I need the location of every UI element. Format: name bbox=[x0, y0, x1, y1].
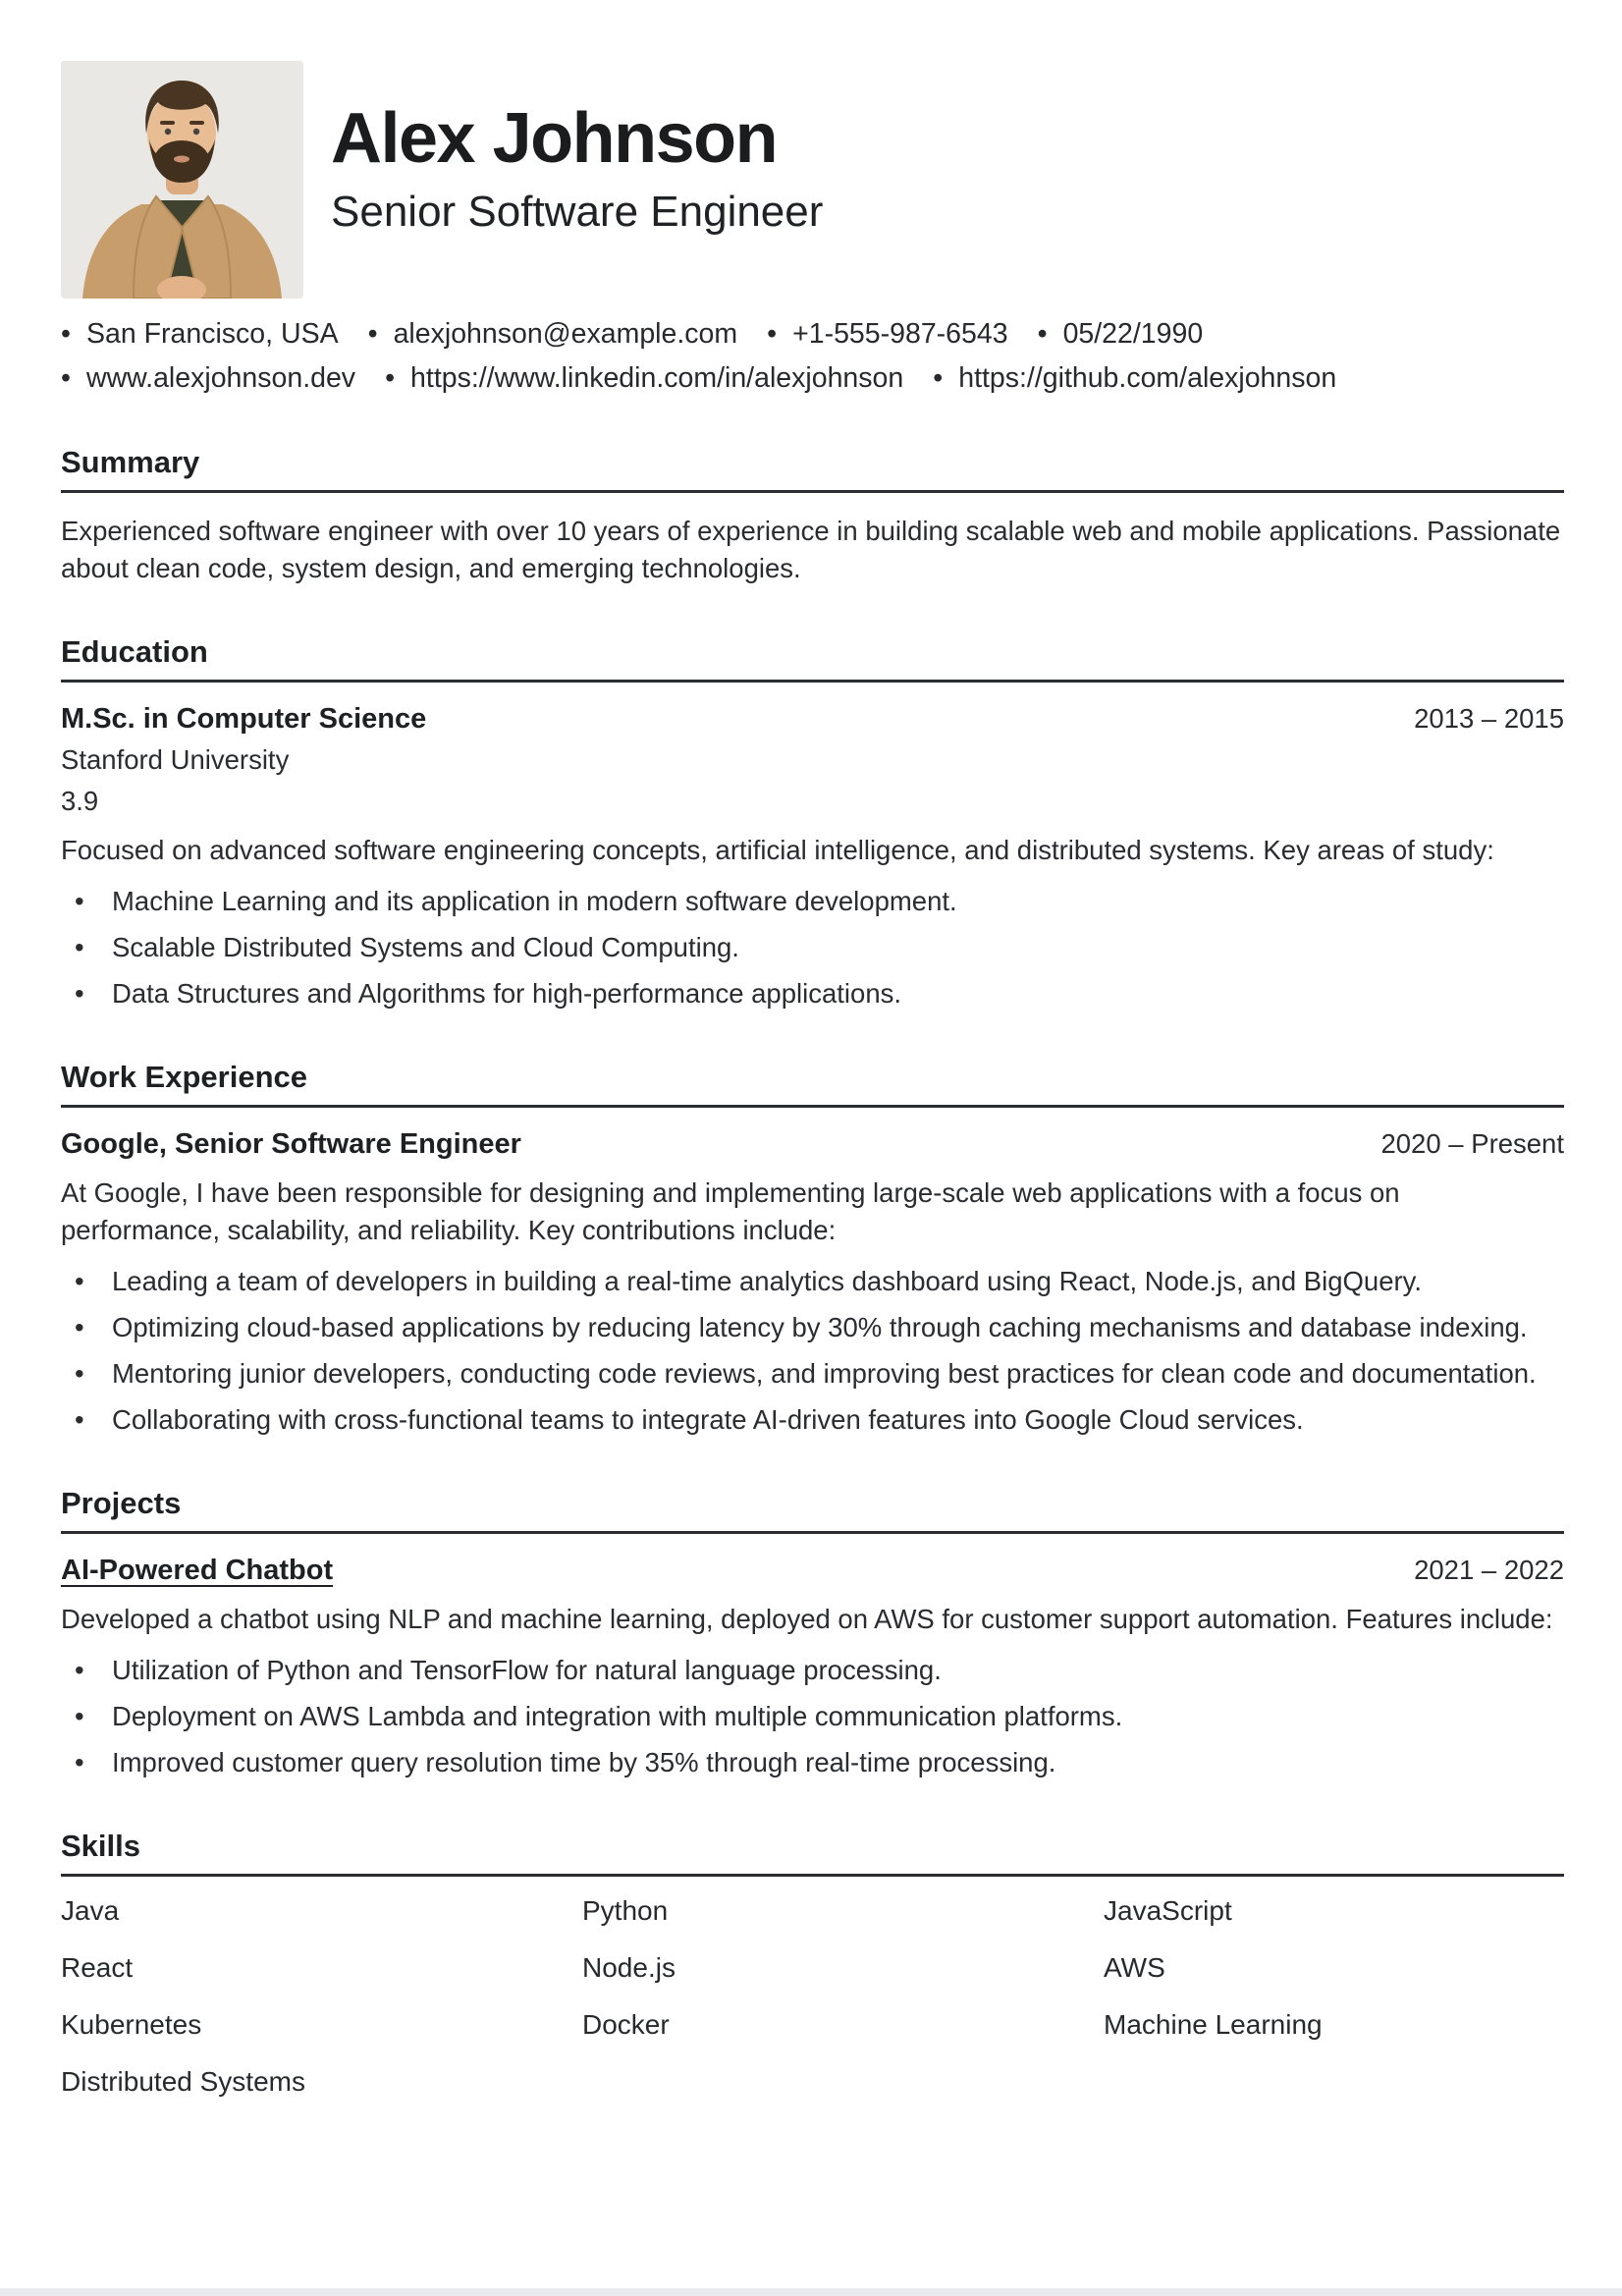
section-summary bbox=[61, 445, 1564, 587]
skills-section-title: Skills bbox=[61, 1829, 1564, 1877]
contact-item: • +1-555-987-6543 bbox=[767, 314, 1007, 354]
experience-description: At Google, I have been responsible for designing and implementing large-scale web applications with a focus on performance, scalability, and reliability. Key contributions include: bbox=[61, 1177, 1400, 1245]
project-bullet: • Improved customer query resolution time by 35% through real-time processing. bbox=[61, 1744, 1564, 1781]
experience-bullet: • Optimizing cloud-based applications by reducing latency by 30% through caching mechanisms and database indexing. bbox=[61, 1309, 1564, 1346]
contact-item: • https://www.linkedin.com/in/alexjohnson bbox=[385, 358, 903, 398]
project-entry-header bbox=[61, 1552, 1564, 1589]
experience-entry-header bbox=[61, 1125, 1564, 1163]
skill-item: Docker bbox=[582, 2009, 670, 2040]
job-title: Senior Software Engineer bbox=[331, 187, 824, 236]
skill-item: React bbox=[61, 1952, 134, 1983]
projects-section-title: Projects bbox=[61, 1486, 1564, 1534]
identity-block bbox=[331, 99, 824, 299]
education-bullet-list bbox=[61, 883, 1564, 1012]
skill-item: Java bbox=[61, 1895, 120, 1926]
project-dates: 2021 – 2022 bbox=[1414, 1555, 1564, 1585]
section-skills bbox=[61, 1829, 1564, 2101]
contact-item: • https://github.com/alexjohnson bbox=[933, 358, 1336, 398]
section-education bbox=[61, 634, 1564, 1012]
project-bullet: • Deployment on AWS Lambda and integration with multiple communication platforms. bbox=[61, 1698, 1564, 1735]
summary-section-title: Summary bbox=[61, 445, 1564, 493]
section-work-experience bbox=[61, 1060, 1564, 1439]
education-entry-header bbox=[61, 700, 1564, 738]
degree-title: M.Sc. in Computer Science bbox=[61, 703, 427, 735]
education-description: Focused on advanced software engineering concepts, artificial intelligence, and distributed systems. Key areas of study: bbox=[61, 835, 1494, 865]
contact-item: • 05/22/1990 bbox=[1038, 314, 1204, 354]
project-bullet: • Utilization of Python and TensorFlow for natural language processing. bbox=[61, 1652, 1564, 1689]
section-projects bbox=[61, 1486, 1564, 1781]
experience-bullet-list bbox=[61, 1263, 1564, 1439]
education-section-title: Education bbox=[61, 634, 1564, 683]
contact-line-1 bbox=[61, 314, 1564, 354]
education-dates: 2013 – 2015 bbox=[1414, 703, 1564, 734]
contact-item: • alexjohnson@example.com bbox=[368, 314, 738, 354]
education-bullet: • Machine Learning and its application in modern software development. bbox=[61, 883, 1564, 920]
skill-item: Node.js bbox=[582, 1952, 676, 1983]
skill-item: Python bbox=[582, 1895, 669, 1926]
page-bottom-edge bbox=[0, 2288, 1622, 2296]
experience-bullet: • Mentoring junior developers, conducting code reviews, and improving best practices for clean code and documentation. bbox=[61, 1355, 1564, 1393]
gpa-value: 3.9 bbox=[61, 786, 99, 816]
skill-item: Machine Learning bbox=[1104, 2009, 1323, 2040]
skill-item: JavaScript bbox=[1104, 1895, 1232, 1926]
skills-grid bbox=[61, 1892, 1564, 2101]
summary-text: Experienced software engineer with over 10 years of experience in building scalable web and mobile applications. Passionate about clean code, system design, and emerging technologies. bbox=[61, 516, 1561, 583]
skill-item: Kubernetes bbox=[61, 2009, 202, 2040]
skill-item: AWS bbox=[1104, 1952, 1165, 1983]
profile-photo bbox=[61, 61, 303, 299]
contact-line-2 bbox=[61, 358, 1564, 398]
person-name: Alex Johnson bbox=[331, 99, 778, 178]
contact-item: • www.alexjohnson.dev bbox=[61, 358, 355, 398]
profile-photo-illustration bbox=[61, 61, 303, 299]
contact-item: • San Francisco, USA bbox=[61, 314, 339, 354]
skill-item: Distributed Systems bbox=[61, 2066, 305, 2097]
education-bullet: • Scalable Distributed Systems and Cloud Computing. bbox=[61, 929, 1564, 966]
resume-header bbox=[61, 61, 1564, 299]
experience-bullet: • Leading a team of developers in building a real-time analytics dashboard using React, Node.js, and BigQuery. bbox=[61, 1263, 1564, 1300]
experience-bullet: • Collaborating with cross-functional teams to integrate AI-driven features into Google Cloud services. bbox=[61, 1401, 1564, 1439]
experience-dates: 2020 – Present bbox=[1380, 1128, 1564, 1159]
project-description: Developed a chatbot using NLP and machine learning, deployed on AWS for customer support automation. Features include: bbox=[61, 1604, 1553, 1634]
school-name: Stanford University bbox=[61, 744, 290, 775]
project-bullet-list bbox=[61, 1652, 1564, 1781]
project-name-link[interactable]: AI-Powered Chatbot bbox=[61, 1555, 334, 1586]
education-bullet: • Data Structures and Algorithms for high-performance applications. bbox=[61, 975, 1564, 1012]
experience-section-title: Work Experience bbox=[61, 1060, 1564, 1108]
role-title: Google, Senior Software Engineer bbox=[61, 1128, 521, 1160]
